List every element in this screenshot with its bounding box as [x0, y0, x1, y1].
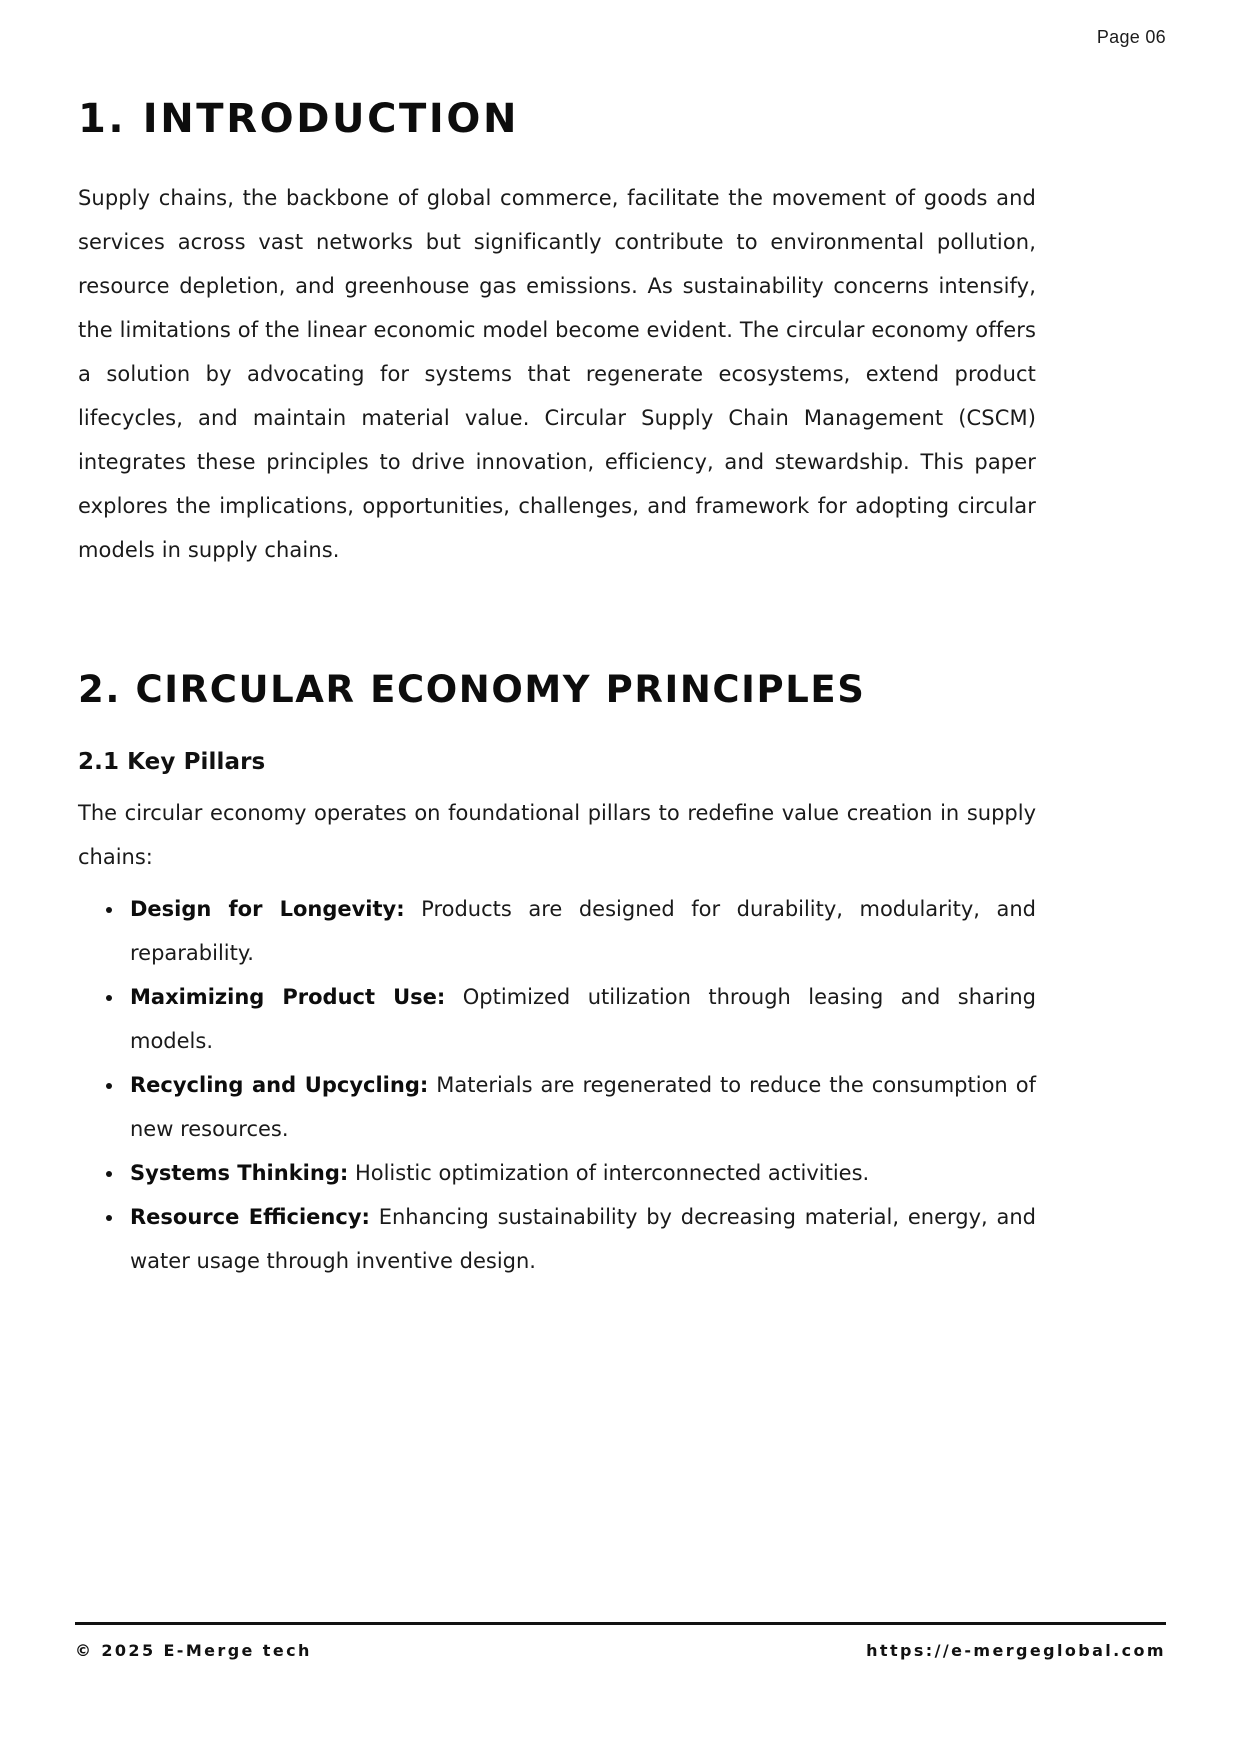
footer-divider [75, 1622, 1166, 1625]
section-heading-introduction: 1. INTRODUCTION [78, 96, 520, 142]
page-content [78, 96, 1036, 1283]
list-item [78, 1151, 1036, 1195]
section-circular-economy-principles [78, 668, 1036, 1283]
list-item-term: Systems Thinking: [130, 1161, 349, 1186]
list-item-term: Recycling and Upcycling: [130, 1073, 429, 1098]
list-item-description: Materials are regenerated to reduce the consumption of new resources. [130, 1073, 1036, 1142]
list-item [78, 975, 1036, 1063]
key-pillars-list [78, 887, 1036, 1283]
list-item-description: Enhancing sustainability by decreasing material, energy, and water usage through inventive design. [130, 1205, 1036, 1274]
list-item-description: Optimized utilization through leasing and sharing models. [130, 985, 1036, 1054]
section-introduction [78, 96, 1036, 572]
list-item [78, 1195, 1036, 1283]
footer-row [75, 1643, 1166, 1659]
footer-copyright: © 2025 E-Merge tech [75, 1641, 312, 1660]
section-heading-principles: 2. CIRCULAR ECONOMY PRINCIPLES [78, 668, 866, 711]
page-footer [75, 1622, 1166, 1682]
page-number-label: Page 06 [1096, 27, 1166, 47]
list-item-description: Holistic optimization of interconnected activities. [348, 1161, 870, 1186]
list-item-term: Resource Efficiency: [130, 1205, 370, 1230]
list-item [78, 887, 1036, 975]
key-pillars-intro-paragraph: The circular economy operates on foundational pillars to redefine value creation in supply chains: [78, 801, 1036, 870]
subsection-heading-key-pillars: 2.1 Key Pillars [78, 749, 266, 776]
introduction-paragraph: Supply chains, the backbone of global commerce, facilitate the movement of goods and services across vast networks but significantly contribute to environmental pollution, resource depletion, and greenhouse gas emissions. As sustainability concerns intensify, the limitations of the linear economic model become evident. The circular economy offers a solution by advocating for systems that regenerate ecosystems, extend product lifecycles, and maintain material value. Circular Supply Chain Management (CSCM) integrates these principles to drive innovation, efficiency, and stewardship. This paper explores the implications, opportunities, challenges, and framework for adopting circular models in supply chains. [78, 186, 1036, 562]
list-item [78, 1063, 1036, 1151]
list-item-term: Maximizing Product Use: [130, 985, 446, 1010]
footer-website-url[interactable]: https://e-mergeglobal.com [866, 1641, 1166, 1660]
list-item-description: Products are designed for durability, modularity, and reparability. [130, 897, 1036, 966]
list-item-term: Design for Longevity: [130, 897, 405, 922]
